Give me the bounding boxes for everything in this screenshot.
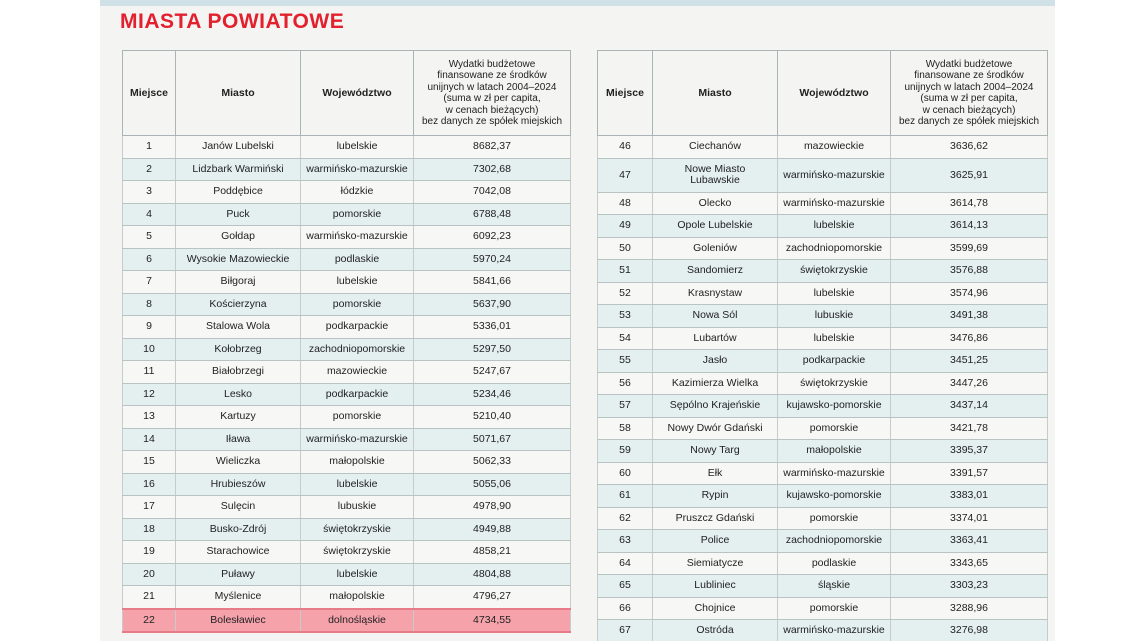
cell-region: świętokrzyskie <box>301 518 414 541</box>
header-value-line: unijnych w latach 2004–2024 <box>904 81 1034 93</box>
cell-place: 51 <box>598 260 653 283</box>
cell-region: podlaskie <box>778 552 891 575</box>
cell-value: 3636,62 <box>891 136 1048 159</box>
cell-city: Lubliniec <box>653 575 778 598</box>
cell-place: 65 <box>598 575 653 598</box>
header-region: Województwo <box>778 51 891 136</box>
cell-value: 5247,67 <box>414 361 571 384</box>
cell-place: 7 <box>123 271 176 294</box>
cell-value: 4796,27 <box>414 586 571 609</box>
cell-value: 3574,96 <box>891 282 1048 305</box>
table-row <box>123 383 571 406</box>
cell-city: Krasnystaw <box>653 282 778 305</box>
cell-place: 59 <box>598 440 653 463</box>
cell-value: 4978,90 <box>414 496 571 519</box>
cell-place: 19 <box>123 541 176 564</box>
cell-place: 54 <box>598 327 653 350</box>
cell-value: 3491,38 <box>891 305 1048 328</box>
cell-value: 3303,23 <box>891 575 1048 598</box>
table-row <box>123 563 571 586</box>
cell-region: pomorskie <box>301 406 414 429</box>
table-row <box>123 271 571 294</box>
header-city: Miasto <box>176 51 301 136</box>
cell-place: 66 <box>598 597 653 620</box>
page-title: MIASTA POWIATOWE <box>120 10 345 33</box>
cell-city: Białobrzegi <box>176 361 301 384</box>
header-value-line: finansowane ze środków <box>437 70 547 81</box>
cell-place: 10 <box>123 338 176 361</box>
cell-place: 64 <box>598 552 653 575</box>
cell-place: 12 <box>123 383 176 406</box>
header-place: Miejsce <box>123 51 176 136</box>
cell-region: śląskie <box>778 575 891 598</box>
cell-region: lubelskie <box>778 282 891 305</box>
cell-value: 3599,69 <box>891 237 1048 260</box>
table-header <box>598 51 1048 136</box>
cell-place: 62 <box>598 507 653 530</box>
cell-region: podlaskie <box>301 248 414 271</box>
cell-value: 3343,65 <box>891 552 1048 575</box>
header-value-line: Wydatki budżetowe <box>925 58 1013 70</box>
header-place: Miejsce <box>598 51 653 136</box>
cell-place: 9 <box>123 316 176 339</box>
table-row <box>598 620 1048 641</box>
cell-place: 57 <box>598 395 653 418</box>
cell-place: 48 <box>598 192 653 215</box>
cell-place: 14 <box>123 428 176 451</box>
cell-region: warmińsko-mazurskie <box>778 158 891 192</box>
cell-value: 7042,08 <box>414 181 571 204</box>
header-city: Miasto <box>653 51 778 136</box>
cell-place: 50 <box>598 237 653 260</box>
header-value <box>891 51 1048 136</box>
cell-value: 4949,88 <box>414 518 571 541</box>
table-row <box>123 293 571 316</box>
cell-place: 11 <box>123 361 176 384</box>
cell-place: 22 <box>123 609 176 633</box>
cell-region: małopolskie <box>301 586 414 609</box>
cell-region: lubuskie <box>778 305 891 328</box>
cell-city: Poddębice <box>176 181 301 204</box>
table-row <box>598 282 1048 305</box>
cell-region: lubelskie <box>301 271 414 294</box>
cell-place: 55 <box>598 350 653 373</box>
cell-region: kujawsko-pomorskie <box>778 395 891 418</box>
cell-value: 3437,14 <box>891 395 1048 418</box>
cell-city: Busko-Zdrój <box>176 518 301 541</box>
cell-city: Sulęcin <box>176 496 301 519</box>
cell-city: Gołdap <box>176 226 301 249</box>
cell-value: 3363,41 <box>891 530 1048 553</box>
table-row <box>598 395 1048 418</box>
cell-place: 53 <box>598 305 653 328</box>
cell-region: podkarpackie <box>778 350 891 373</box>
cell-value: 4858,21 <box>414 541 571 564</box>
magazine-page <box>100 0 1055 641</box>
table-row <box>123 518 571 541</box>
cell-city: Ełk <box>653 462 778 485</box>
table-row <box>123 181 571 204</box>
cell-region: warmińsko-mazurskie <box>301 428 414 451</box>
cell-city: Siemiatycze <box>653 552 778 575</box>
cell-value: 3421,78 <box>891 417 1048 440</box>
cell-city: Kartuzy <box>176 406 301 429</box>
cell-value: 5637,90 <box>414 293 571 316</box>
cell-value: 3374,01 <box>891 507 1048 530</box>
cell-value: 3288,96 <box>891 597 1048 620</box>
cell-place: 56 <box>598 372 653 395</box>
table-row <box>123 226 571 249</box>
cell-region: warmińsko-mazurskie <box>778 192 891 215</box>
cell-region: lubelskie <box>301 136 414 159</box>
header-region: Województwo <box>301 51 414 136</box>
table-row <box>123 586 571 609</box>
cell-place: 46 <box>598 136 653 159</box>
header-value-line: bez danych ze spółek miejskich <box>421 116 563 127</box>
table-row <box>598 507 1048 530</box>
cell-place: 2 <box>123 158 176 181</box>
cell-city: Opole Lubelskie <box>653 215 778 238</box>
table-row <box>598 136 1048 159</box>
cell-value: 5071,67 <box>414 428 571 451</box>
cell-place: 15 <box>123 451 176 474</box>
table-row <box>123 361 571 384</box>
cell-value: 3614,13 <box>891 215 1048 238</box>
header-value-line: (suma w zł per capita, <box>443 93 541 104</box>
table-row <box>598 530 1048 553</box>
cell-value: 3383,01 <box>891 485 1048 508</box>
cell-city: Kościerzyna <box>176 293 301 316</box>
cell-city: Puck <box>176 203 301 226</box>
cell-city: Rypin <box>653 485 778 508</box>
cell-place: 4 <box>123 203 176 226</box>
cell-region: świętokrzyskie <box>301 541 414 564</box>
cell-city: Ostróda <box>653 620 778 641</box>
cell-value: 8682,37 <box>414 136 571 159</box>
cell-value: 5336,01 <box>414 316 571 339</box>
cell-region: warmińsko-mazurskie <box>778 620 891 641</box>
table-row <box>598 597 1048 620</box>
cell-region: zachodniopomorskie <box>778 530 891 553</box>
cell-value: 6788,48 <box>414 203 571 226</box>
cell-city: Chojnice <box>653 597 778 620</box>
cell-region: warmińsko-mazurskie <box>778 462 891 485</box>
cell-region: zachodniopomorskie <box>301 338 414 361</box>
cell-city: Nowe Miasto Lubawskie <box>653 158 778 192</box>
cell-value: 3476,86 <box>891 327 1048 350</box>
cell-city: Lubartów <box>653 327 778 350</box>
table-row <box>123 316 571 339</box>
cell-city: Nowy Dwór Gdański <box>653 417 778 440</box>
cell-city: Nowy Targ <box>653 440 778 463</box>
cell-value: 3625,91 <box>891 158 1048 192</box>
table-row <box>598 462 1048 485</box>
cell-region: świętokrzyskie <box>778 372 891 395</box>
table-row <box>598 237 1048 260</box>
cell-place: 3 <box>123 181 176 204</box>
cell-city: Ciechanów <box>653 136 778 159</box>
table-row <box>598 192 1048 215</box>
cell-region: małopolskie <box>778 440 891 463</box>
header-value-line: Wydatki budżetowe <box>448 58 536 70</box>
cell-region: mazowieckie <box>301 361 414 384</box>
cell-place: 13 <box>123 406 176 429</box>
cell-city: Goleniów <box>653 237 778 260</box>
cell-region: świętokrzyskie <box>778 260 891 283</box>
table-body-left <box>123 136 571 633</box>
table-row <box>598 372 1048 395</box>
cell-place: 60 <box>598 462 653 485</box>
cell-place: 21 <box>123 586 176 609</box>
cell-city: Lesko <box>176 383 301 406</box>
table-row <box>598 260 1048 283</box>
cell-place: 52 <box>598 282 653 305</box>
cell-place: 8 <box>123 293 176 316</box>
table-row <box>598 215 1048 238</box>
cell-value: 5055,06 <box>414 473 571 496</box>
table-header <box>123 51 571 136</box>
ranking-table-left <box>122 50 571 633</box>
cell-place: 63 <box>598 530 653 553</box>
header-value-line: finansowane ze środków <box>914 70 1024 81</box>
table-row <box>123 136 571 159</box>
cell-city: Puławy <box>176 563 301 586</box>
table-row <box>598 417 1048 440</box>
cell-place: 67 <box>598 620 653 641</box>
cell-region: pomorskie <box>301 293 414 316</box>
cell-place: 1 <box>123 136 176 159</box>
table-row <box>598 305 1048 328</box>
cell-region: kujawsko-pomorskie <box>778 485 891 508</box>
cell-region: małopolskie <box>301 451 414 474</box>
cell-city: Police <box>653 530 778 553</box>
cell-value: 7302,68 <box>414 158 571 181</box>
cell-city: Stalowa Wola <box>176 316 301 339</box>
cell-city: Olecko <box>653 192 778 215</box>
cell-value: 3391,57 <box>891 462 1048 485</box>
cell-value: 3276,98 <box>891 620 1048 641</box>
cell-place: 17 <box>123 496 176 519</box>
cell-region: warmińsko-mazurskie <box>301 158 414 181</box>
cell-place: 16 <box>123 473 176 496</box>
top-band <box>100 0 1055 6</box>
table-row <box>598 485 1048 508</box>
cell-region: lubelskie <box>778 327 891 350</box>
table-row <box>123 609 571 633</box>
table-row <box>123 473 571 496</box>
cell-region: mazowieckie <box>778 136 891 159</box>
cell-city: Wieliczka <box>176 451 301 474</box>
cell-city: Hrubieszów <box>176 473 301 496</box>
cell-value: 6092,23 <box>414 226 571 249</box>
cell-value: 5210,40 <box>414 406 571 429</box>
cell-city: Bolesławiec <box>176 609 301 633</box>
cell-region: pomorskie <box>301 203 414 226</box>
cell-value: 5297,50 <box>414 338 571 361</box>
cell-city: Janów Lubelski <box>176 136 301 159</box>
cell-city: Sępólno Krajeńskie <box>653 395 778 418</box>
cell-region: warmińsko-mazurskie <box>301 226 414 249</box>
cell-region: pomorskie <box>778 417 891 440</box>
cell-value: 5062,33 <box>414 451 571 474</box>
cell-city: Sandomierz <box>653 260 778 283</box>
cell-place: 49 <box>598 215 653 238</box>
header-value <box>414 51 571 136</box>
cell-city: Lidzbark Warmiński <box>176 158 301 181</box>
cell-value: 5841,66 <box>414 271 571 294</box>
cell-place: 58 <box>598 417 653 440</box>
cell-place: 6 <box>123 248 176 271</box>
table-row <box>123 428 571 451</box>
cell-city: Wysokie Mazowieckie <box>176 248 301 271</box>
cell-region: pomorskie <box>778 597 891 620</box>
table-row <box>123 158 571 181</box>
ranking-table-right <box>597 50 1048 641</box>
table-body-right <box>598 136 1048 641</box>
header-value-line: w cenach bieżących) <box>922 104 1016 116</box>
cell-city: Myślenice <box>176 586 301 609</box>
cell-region: lubuskie <box>301 496 414 519</box>
cell-value: 3447,26 <box>891 372 1048 395</box>
table-row <box>598 158 1048 192</box>
cell-region: pomorskie <box>778 507 891 530</box>
cell-region: lubelskie <box>301 563 414 586</box>
cell-place: 47 <box>598 158 653 192</box>
table-row <box>123 203 571 226</box>
table-row <box>123 248 571 271</box>
table-row <box>123 406 571 429</box>
cell-city: Kołobrzeg <box>176 338 301 361</box>
cell-place: 20 <box>123 563 176 586</box>
cell-region: dolnośląskie <box>301 609 414 633</box>
table-row <box>123 338 571 361</box>
table-row <box>123 496 571 519</box>
cell-city: Starachowice <box>176 541 301 564</box>
cell-value: 3395,37 <box>891 440 1048 463</box>
cell-city: Jasło <box>653 350 778 373</box>
table-row <box>598 552 1048 575</box>
header-value-line: unijnych w latach 2004–2024 <box>427 81 557 93</box>
cell-place: 61 <box>598 485 653 508</box>
header-value-line: w cenach bieżących) <box>445 104 539 116</box>
header-value-line: bez danych ze spółek miejskich <box>898 116 1040 127</box>
cell-city: Nowa Sól <box>653 305 778 328</box>
table-row <box>123 541 571 564</box>
table-row <box>598 350 1048 373</box>
cell-region: lubelskie <box>778 215 891 238</box>
table-row <box>598 440 1048 463</box>
cell-value: 4734,55 <box>414 609 571 633</box>
table-row <box>123 451 571 474</box>
cell-region: łódzkie <box>301 181 414 204</box>
cell-city: Iława <box>176 428 301 451</box>
cell-city: Kazimierza Wielka <box>653 372 778 395</box>
cell-place: 5 <box>123 226 176 249</box>
cell-value: 5234,46 <box>414 383 571 406</box>
cell-value: 3576,88 <box>891 260 1048 283</box>
cell-value: 4804,88 <box>414 563 571 586</box>
cell-city: Pruszcz Gdański <box>653 507 778 530</box>
cell-region: podkarpackie <box>301 383 414 406</box>
cell-value: 3614,78 <box>891 192 1048 215</box>
table-row <box>598 327 1048 350</box>
table-row <box>598 575 1048 598</box>
cell-region: podkarpackie <box>301 316 414 339</box>
cell-region: lubelskie <box>301 473 414 496</box>
cell-region: zachodniopomorskie <box>778 237 891 260</box>
cell-value: 5970,24 <box>414 248 571 271</box>
cell-place: 18 <box>123 518 176 541</box>
header-value-line: (suma w zł per capita, <box>920 93 1018 104</box>
cell-value: 3451,25 <box>891 350 1048 373</box>
cell-city: Biłgoraj <box>176 271 301 294</box>
